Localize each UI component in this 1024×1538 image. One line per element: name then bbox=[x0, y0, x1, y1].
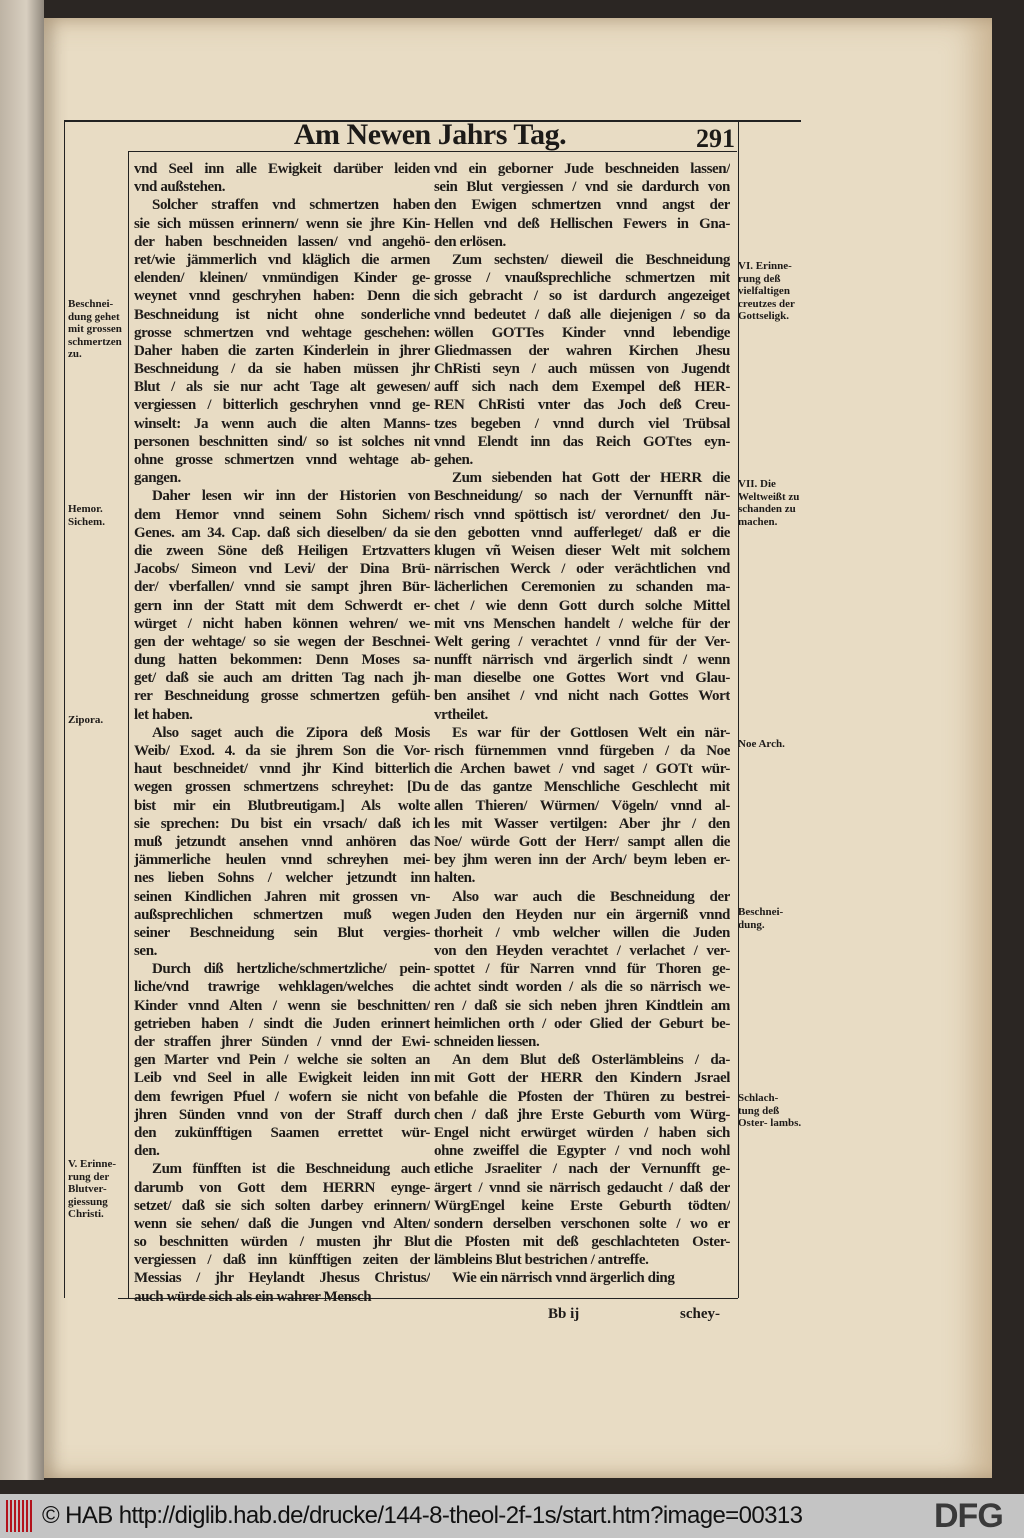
text-line: allen Thieren/ Würmen/ Vögeln/ vnnd al- bbox=[434, 797, 730, 814]
text-line: Weib/ Exod. 4. da sie jhrem Son die Vor- bbox=[134, 743, 430, 759]
text-line: sein Blut vergiessen / vnd sie dardurch von bbox=[434, 179, 730, 196]
text-line: ChRisti seyn / auch müssen von Jugendt bbox=[434, 361, 730, 378]
text-line: lächerlichen Ceremonien zu schanden ma- bbox=[434, 579, 730, 596]
text-line: gangen. bbox=[134, 470, 181, 487]
text-line: getrieben haben / sindt die Juden erinnert bbox=[134, 1015, 430, 1032]
text-line: Also war auch die Beschneidung der bbox=[452, 888, 730, 905]
text-line: auff sich nach dem Exempel deß HER- bbox=[434, 379, 730, 396]
text-line: REN ChRisti vnter das Joch deß Creu- bbox=[434, 397, 730, 414]
text-line: WürgEngel keine Erste Geburth tödten/ bbox=[434, 1197, 730, 1214]
text-line: Beschneidung ist nicht ohne sonderliche bbox=[134, 306, 430, 323]
margin-note: V. Erinne- rung der Blutver- giessung Christi. bbox=[68, 1158, 117, 1220]
text-line: die zween Söne deß Heiligen Ertzvatters bbox=[134, 542, 430, 559]
text-line: sich gebracht / so ist dardurch angezeiget bbox=[434, 288, 730, 305]
text-line: les mit Wasser vertilgen: Aber jhr / den bbox=[434, 815, 730, 832]
text-line: Engel nicht erwürget würden / haben sich bbox=[434, 1124, 730, 1141]
text-line: weynet vnnd geschryhen haben: Denn die bbox=[134, 288, 430, 305]
text-line: Daher lesen wir inn der Historien von bbox=[152, 488, 430, 505]
text-line: den erlösen. bbox=[434, 233, 506, 250]
text-line: mit vns Menschen handelt / welche für der bbox=[434, 615, 730, 632]
text-line: tzes begeben / vnnd durch viel Trübsal bbox=[434, 415, 730, 432]
text-line: den zukünfftigen Saamen errettet wür- bbox=[134, 1124, 430, 1141]
text-line: winselt: Ja wenn auch die alten Manns- bbox=[134, 415, 430, 432]
margin-note: Hemor. Sichem. bbox=[68, 503, 105, 528]
text-line: vnd außstehen. bbox=[134, 179, 226, 196]
text-line: dung hatten bekommen: Denn Moses sa- bbox=[134, 652, 430, 669]
text-line: bey jhm weren inn der Arch/ beym leben er- bbox=[434, 852, 730, 869]
text-line: den. bbox=[134, 1143, 160, 1160]
text-line: vnnd Elendt inn das Reich GOTtes eyn- bbox=[434, 433, 730, 450]
margin-note: Schlach- tung deß Oster- lambs. bbox=[738, 1092, 802, 1129]
text-line: achtet sindt worden / als die so närrisch we- bbox=[434, 979, 730, 996]
text-line: risch vnnd spöttisch ist/ verordnet/ den Ju- bbox=[434, 506, 730, 523]
text-line: Beschneidung/ so nach der Vernunfft när- bbox=[434, 488, 730, 505]
text-line: Messias / jhr Heylandt Jhesus Christus/ bbox=[134, 1270, 430, 1287]
text-line: thorheit / vmb welcher willen die Juden bbox=[434, 924, 730, 941]
text-line: spottet / für Narren vnnd für Thoren ge- bbox=[434, 961, 730, 978]
text-line: gern inn der Statt mit dem Schwerdt er- bbox=[134, 597, 430, 614]
text-line: Jacobs/ Simeon vnd Levi/ der Dina Brü- bbox=[134, 561, 430, 578]
text-line: sen. bbox=[134, 943, 157, 960]
text-line: vrtheilet. bbox=[434, 706, 488, 723]
text-line: sie sich müssen erinnern/ wenn sie jhre Kin- bbox=[134, 215, 430, 232]
text-line: vnnd bedeutet / daß alle diejenigen / so da bbox=[434, 306, 730, 323]
text-line: ret/wie jämmerlich vnd kläglich die armen bbox=[134, 251, 430, 268]
text-line: die Archen bawet / vnd saget / GOTt wür- bbox=[434, 761, 730, 778]
text-line: grosse / vnaußsprechliche schmertzen mit bbox=[434, 270, 730, 287]
text-line: Zum fünfften ist die Beschneidung auch bbox=[152, 1161, 430, 1178]
text-line: den Ewigen schmertzen vnnd angst der bbox=[434, 197, 730, 214]
text-line: nes lieben Sohns / welcher jetzundt inn bbox=[134, 870, 430, 887]
text-line: Solcher straffen vnd schmertzen haben bbox=[152, 197, 430, 214]
margin-note: Beschnei- dung gehet mit grossen schmertzen zu. bbox=[68, 298, 122, 360]
text-line: heimlichen orth / oder Glied der Geburt be- bbox=[434, 1015, 730, 1032]
signature-mark: Bb ij bbox=[548, 1306, 580, 1322]
text-line: wegen grossen schmertzens schreyhet: [Du bbox=[134, 779, 430, 796]
text-line: jämmerliche heulen vnnd schreyhen mei- bbox=[134, 852, 430, 869]
text-line: sie sprechen: Du bist ein vrsach/ daß ich bbox=[134, 815, 430, 832]
text-line: schneiden liessen. bbox=[434, 1034, 540, 1050]
text-line: let haben. bbox=[134, 706, 193, 723]
text-line: muß jetzundt ansehen vnnd anhören das bbox=[134, 833, 430, 850]
text-line: Welt gering / verachtet / vnnd für der Ver- bbox=[434, 633, 730, 650]
text-line: setzet/ daß sie sich solten darbey erinnern/ bbox=[134, 1197, 430, 1214]
text-line: liche/vnd trawrige wehklagen/welches die bbox=[134, 979, 430, 996]
text-line: Genes. am 34. Cap. daß sich dieselben/ da sie bbox=[134, 524, 430, 541]
text-line: auch würde sich als ein wahrer Mensch bbox=[134, 1288, 372, 1305]
text-line: den gebotten vnnd aufferleget/ daß er die bbox=[434, 524, 730, 541]
text-line: lämbleins Blut bestrichen / antreffe. bbox=[434, 1252, 649, 1269]
text-line: Daher haben die zarten Kinderlein in jhrer bbox=[134, 342, 430, 359]
text-line: bist mir ein Blutbreutigam.] Als wolte bbox=[134, 797, 430, 814]
margin-note: VII. Die Weltweißt zu schanden zu machen. bbox=[738, 478, 800, 528]
text-line: nunfft närrisch vnd ärgerlich sindt / wenn bbox=[434, 652, 730, 669]
text-line: würget / nicht haben können wehren/ we- bbox=[134, 615, 430, 632]
hab-logo-icon bbox=[6, 1500, 32, 1532]
text-line: gen Marter vnd Pein / welche sie solten an bbox=[134, 1052, 430, 1069]
adjacent-page-edge bbox=[0, 0, 44, 1480]
text-line: Zum sechsten/ dieweil die Beschneidung bbox=[452, 251, 730, 268]
text-line: gen der wehtage/ so sie wegen der Beschnei- bbox=[134, 633, 430, 650]
text-column-left bbox=[134, 160, 430, 1306]
text-line: ohne grosse schmertzen vnnd wehtage ab- bbox=[134, 452, 430, 468]
text-line: personen beschnitten sind/ so ist solches nit bbox=[134, 433, 430, 450]
text-line: von den Heyden verachtet / verlachet / ver- bbox=[434, 943, 730, 960]
text-column-right bbox=[434, 160, 730, 1288]
margin-note: Beschnei- dung. bbox=[738, 906, 784, 931]
text-line: der/ vberfallen/ vnnd sie sampt jhren Bür- bbox=[134, 579, 430, 596]
text-line: seinen Kindlichen Jahren mit grossen vn- bbox=[134, 888, 430, 905]
text-line: wöllen GOTTes Kinder vnnd lebendige bbox=[434, 324, 730, 341]
text-line: mit Gott der HERR den Kindern Jsrael bbox=[434, 1070, 730, 1087]
text-line: halten. bbox=[434, 870, 475, 887]
text-line: klugen vñ Weisen dieser Welt mit solchem bbox=[434, 542, 730, 559]
copyright-link[interactable]: © HAB http://diglib.hab.de/drucke/144-8-theol-2f-1s/start.htm?image=00313 bbox=[42, 1502, 803, 1529]
text-line: so beschnitten würden / musten jhr Blut bbox=[134, 1234, 430, 1251]
dfg-logo: DFG bbox=[934, 1497, 1003, 1535]
text-line: Noe/ würde Gott der Herr/ sampt allen die bbox=[434, 833, 730, 850]
text-line: de das gantze Menschliche Geschlecht mit bbox=[434, 779, 730, 796]
text-line: dem Hemor vnnd seinem Sohn Sichem/ bbox=[134, 506, 430, 523]
text-line: Beschneidung / da sie haben müssen jhr bbox=[134, 361, 430, 378]
page-number: 291 bbox=[696, 124, 735, 153]
text-line: vergiessen / daß inn künfftigen zeiten der bbox=[134, 1252, 430, 1269]
text-line: Leib vnd Seel in alle Ewigkeit leiden inn bbox=[134, 1070, 430, 1087]
margin-note: Noe Arch. bbox=[738, 738, 785, 750]
text-line: Durch diß hertzliche/schmertzliche/ pein- bbox=[152, 961, 430, 978]
text-line: elenden/ kleinen/ vnmündigen Kinder ge- bbox=[134, 270, 430, 287]
text-line: vnd ein geborner Jude beschneiden lassen/ bbox=[434, 161, 730, 177]
text-line: Blut / als sie nur acht Tage alt gewesen/ bbox=[134, 379, 430, 396]
text-line: dem fewrigen Pfuel / wofern sie nicht von bbox=[134, 1088, 430, 1105]
text-line: der haben beschneiden lassen/ vnd angehö- bbox=[134, 233, 430, 250]
text-line: ben ansihet / vnd nicht nach Gottes Wort bbox=[434, 688, 730, 705]
text-line: befahle die Pfosten der Thüren zu bestrei- bbox=[434, 1088, 730, 1105]
text-line: Gliedmassen der wahren Kirchen Jhesu bbox=[434, 342, 730, 359]
text-line: sondern derselben verschonen solte / wo er bbox=[434, 1215, 730, 1232]
text-line: grosse schmertzen vnd wehtage geschehen: bbox=[134, 324, 430, 341]
text-line: die Pfosten mit deß geschlachteten Oster- bbox=[434, 1234, 730, 1251]
text-line: Zum siebenden hat Gott der HERR die bbox=[452, 470, 730, 487]
text-line: der straffen jhrer Sünden / vnnd der Ewi- bbox=[134, 1034, 430, 1050]
text-line: darumb von Gott dem HERRN eynge- bbox=[134, 1179, 430, 1196]
catchword: schey- bbox=[680, 1306, 720, 1322]
text-line: ärgert / vnnd sie närrisch gedaucht / daß der bbox=[434, 1179, 730, 1196]
text-line: haut beschneidet/ vnnd jhr Kind bitterlich bbox=[134, 761, 430, 778]
text-line: außsprechlichen schmertzen muß wegen bbox=[134, 906, 430, 923]
text-line: närrischen Werck / oder verächtlichen vnd bbox=[434, 561, 730, 578]
text-line: Es war für der Gottlosen Welt ein när- bbox=[452, 724, 730, 741]
text-line: risch fürnemmen vnnd fürgeben / da Noe bbox=[434, 743, 730, 759]
text-line: vnd Seel inn alle Ewigkeit darüber leiden bbox=[134, 161, 430, 177]
text-line: chen / daß jhre Erste Geburth vom Würg- bbox=[434, 1106, 730, 1123]
text-line: seiner Beschneidung sein Blut vergies- bbox=[134, 924, 430, 941]
text-line: Wie ein närrisch vnnd ärgerlich ding bbox=[452, 1270, 675, 1287]
text-line: gehen. bbox=[434, 452, 473, 468]
text-line: ren / daß sie sich neben jhren Kindtlein am bbox=[434, 997, 730, 1014]
text-line: etliche Jsraeliter / nach der Vernunfft ge- bbox=[434, 1161, 730, 1178]
text-line: wenn sie sehen/ daß die Jungen vnd Alten/ bbox=[134, 1215, 430, 1232]
margin-note: VI. Erinne- rung deß vielfaltigen creutzes der Gottseligk. bbox=[738, 260, 795, 322]
text-line: Kinder vnnd Alten / wenn sie beschnitten/ bbox=[134, 997, 430, 1014]
text-line: Hellen vnd deß Hellischen Fewers in Gna- bbox=[434, 215, 730, 232]
margin-note: Zipora. bbox=[68, 714, 104, 726]
text-line: Juden den Heyden nur ein ärgerniß vnnd bbox=[434, 906, 730, 923]
text-line: man dieselbe one Gottes Wort vnd Glau- bbox=[434, 670, 730, 687]
text-line: rer Beschneidung grosse schmertzen gefüh- bbox=[134, 688, 430, 705]
text-line: vergiessen / bitterlich geschryhen vnnd ge- bbox=[134, 397, 430, 414]
text-line: jhren Sünden vnnd von der Straff durch bbox=[134, 1106, 430, 1123]
text-line: chet / wie denn Gott durch solche Mittel bbox=[434, 597, 730, 614]
text-line: ohne zweiffel die Egypter / vnd noch wohl bbox=[434, 1143, 730, 1160]
text-line: Also saget auch die Zipora deß Mosis bbox=[152, 724, 430, 741]
running-title: Am Newen Jahrs Tag. bbox=[293, 118, 567, 151]
text-line: An dem Blut deß Osterlämbleins / da- bbox=[452, 1052, 730, 1069]
text-line: get/ daß sie auch am dritten Tag nach jh- bbox=[134, 670, 430, 687]
